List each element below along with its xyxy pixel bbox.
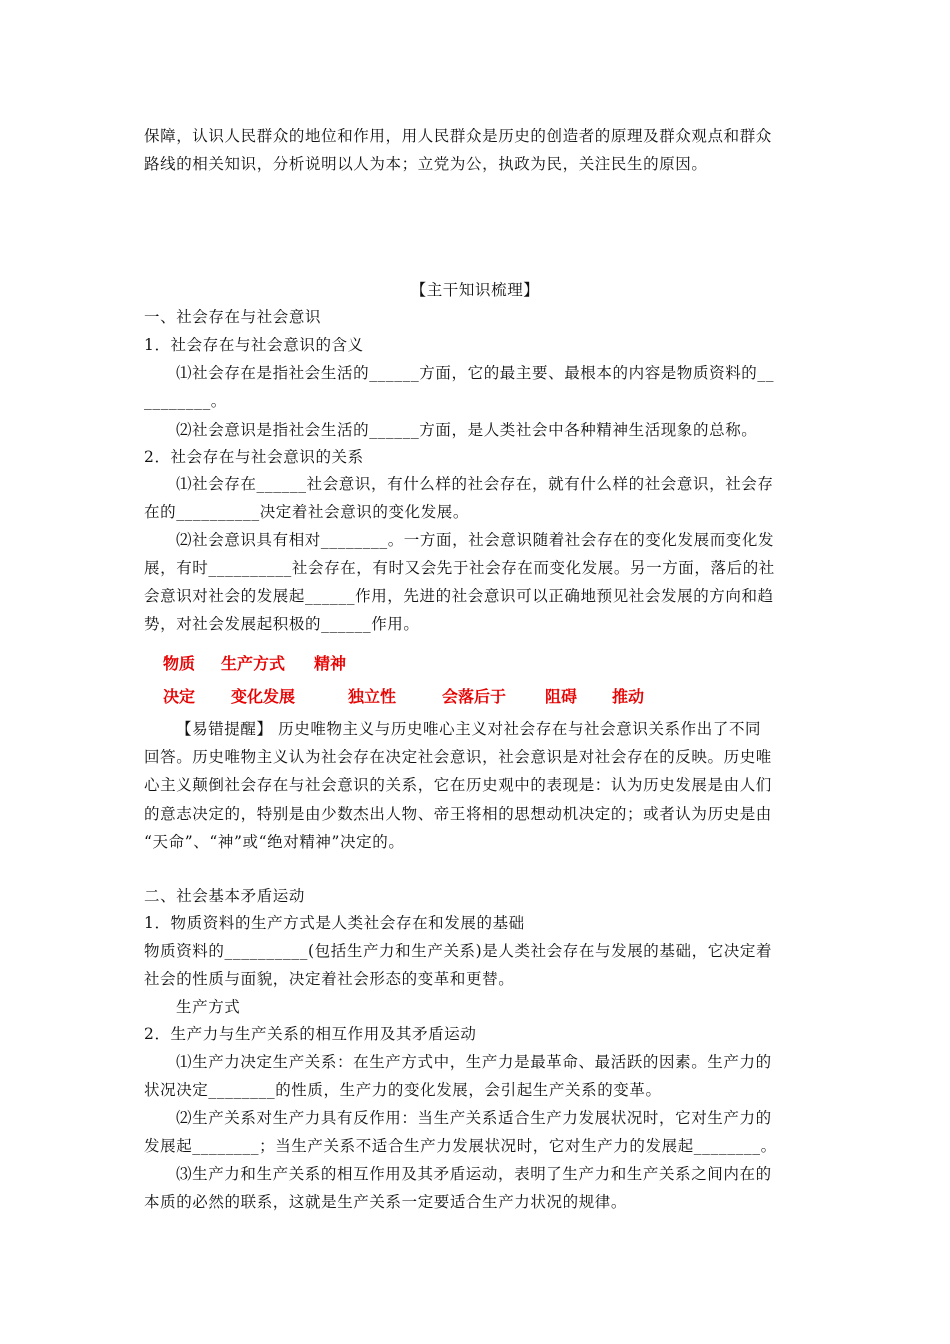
part2-s2-p3-line1: ⑶生产力和生产关系的相互作用及其矛盾运动，表明了生产力和生产关系之间内在的: [176, 1165, 772, 1183]
part2-s1-answer: 生产方式: [176, 998, 241, 1016]
tip-label: 【易错提醒】: [176, 720, 273, 738]
part2-subtitle-2: 2．生产力与生产关系的相互作用及其矛盾运动: [144, 1025, 477, 1043]
tip-line-3: 心主义颠倒社会存在与社会意识的关系，它在历史观中的表现是：认为历史发展是由人们: [144, 776, 772, 794]
tip-text: 历史唯物主义与历史唯心主义对社会存在与社会意识关系作出了不同: [278, 720, 762, 738]
part1-subtitle-1: 1．社会存在与社会意识的含义: [144, 336, 364, 354]
answer-word: 决定: [163, 687, 196, 706]
tip-line-4: 的意志决定的，特别是由少数杰出人物、帝王将相的思想动机决定的；或者认为历史是由: [144, 805, 772, 823]
answer-word: 物质: [163, 654, 196, 673]
part1-s2-p2-line1: ⑵社会意识具有相对________。一方面，社会意识随着社会存在的变化发展而变化发: [176, 531, 775, 549]
answer-word: 推动: [612, 687, 645, 706]
part2-s2-p1-line2: 状况决定________的性质，生产力的变化发展，会引起生产关系的变革。: [144, 1081, 662, 1099]
answer-word: 阻碍: [545, 687, 578, 706]
tip-line-1: [176, 719, 761, 739]
part2-title: 二、社会基本矛盾运动: [144, 887, 306, 905]
part2-s1-line2: 社会的性质与面貌，决定着社会形态的变革和更替。: [144, 970, 515, 988]
part1-s1-p2: ⑵社会意识是指社会生活的______方面，是人类社会中各种精神生活现象的总称。: [176, 421, 758, 439]
tip-line-2: 回答。历史唯物主义认为社会存在决定社会意识，社会意识是对社会存在的反映。历史唯: [144, 748, 772, 766]
part2-s2-p2-line1: ⑵生产关系对生产力具有反作用：当生产关系适合生产力发展状况时，它对生产力的: [176, 1109, 772, 1127]
intro-line-1: 保障，认识人民群众的地位和作用，用人民群众是历史的创造者的原理及群众观点和群众: [144, 127, 772, 145]
answer-word: 会落后于: [442, 687, 507, 706]
part1-title: 一、社会存在与社会意识: [144, 308, 322, 326]
intro-line-2: 路线的相关知识，分析说明以人为本；立党为公，执政为民，关注民生的原因。: [144, 155, 708, 173]
part1-s2-p1-line1: ⑴社会存在______社会意识，有什么样的社会存在，就有什么样的社会意识，社会存: [176, 475, 774, 493]
section-heading: 【主干知识梳理】: [410, 281, 540, 299]
part1-s2-p1-line2: 在的__________决定着社会意识的变化发展。: [144, 503, 470, 521]
tip-line-5: “天命”、“神”或“绝对精神”决定的。: [144, 833, 405, 851]
part2-subtitle-1: 1．物质资料的生产方式是人类社会存在和发展的基础: [144, 914, 525, 932]
answer-word: 生产方式: [221, 654, 286, 673]
part1-s2-p2-line3: 会意识对社会的发展起______作用，先进的社会意识可以正确地预见社会发展的方向和趋: [144, 587, 774, 605]
part2-s2-p3-line2: 本质的必然的联系，这就是生产关系一定要适合生产力状况的规律。: [144, 1193, 628, 1211]
answer-word: 变化发展: [231, 687, 296, 706]
answer-word: 独立性: [348, 687, 397, 706]
answer-word: 精神: [314, 654, 347, 673]
part1-s1-p1-line1: ⑴社会存在是指社会生活的______方面，它的最主要、最根本的内容是物质资料的__: [176, 364, 775, 382]
part1-s1-p1-line2: ________。: [144, 392, 227, 410]
part1-subtitle-2: 2．社会存在与社会意识的关系: [144, 448, 364, 466]
part2-s2-p2-line2: 发展起________；当生产关系不适合生产力发展状况时，它对生产力的发展起________。: [144, 1137, 777, 1155]
part1-s2-p2-line2: 展，有时__________社会存在，有时又会先于社会存在而变化发展。另一方面，落后的社: [144, 559, 775, 577]
part2-s2-p1-line1: ⑴生产力决定生产关系：在生产方式中，生产力是最革命、最活跃的因素。生产力的: [176, 1053, 772, 1071]
part1-s2-p2-line4: 势，对社会发展起积极的______作用。: [144, 615, 420, 633]
part2-s1-line1: 物质资料的__________(包括生产力和生产关系)是人类社会存在与发展的基础，它决定着: [144, 942, 773, 960]
